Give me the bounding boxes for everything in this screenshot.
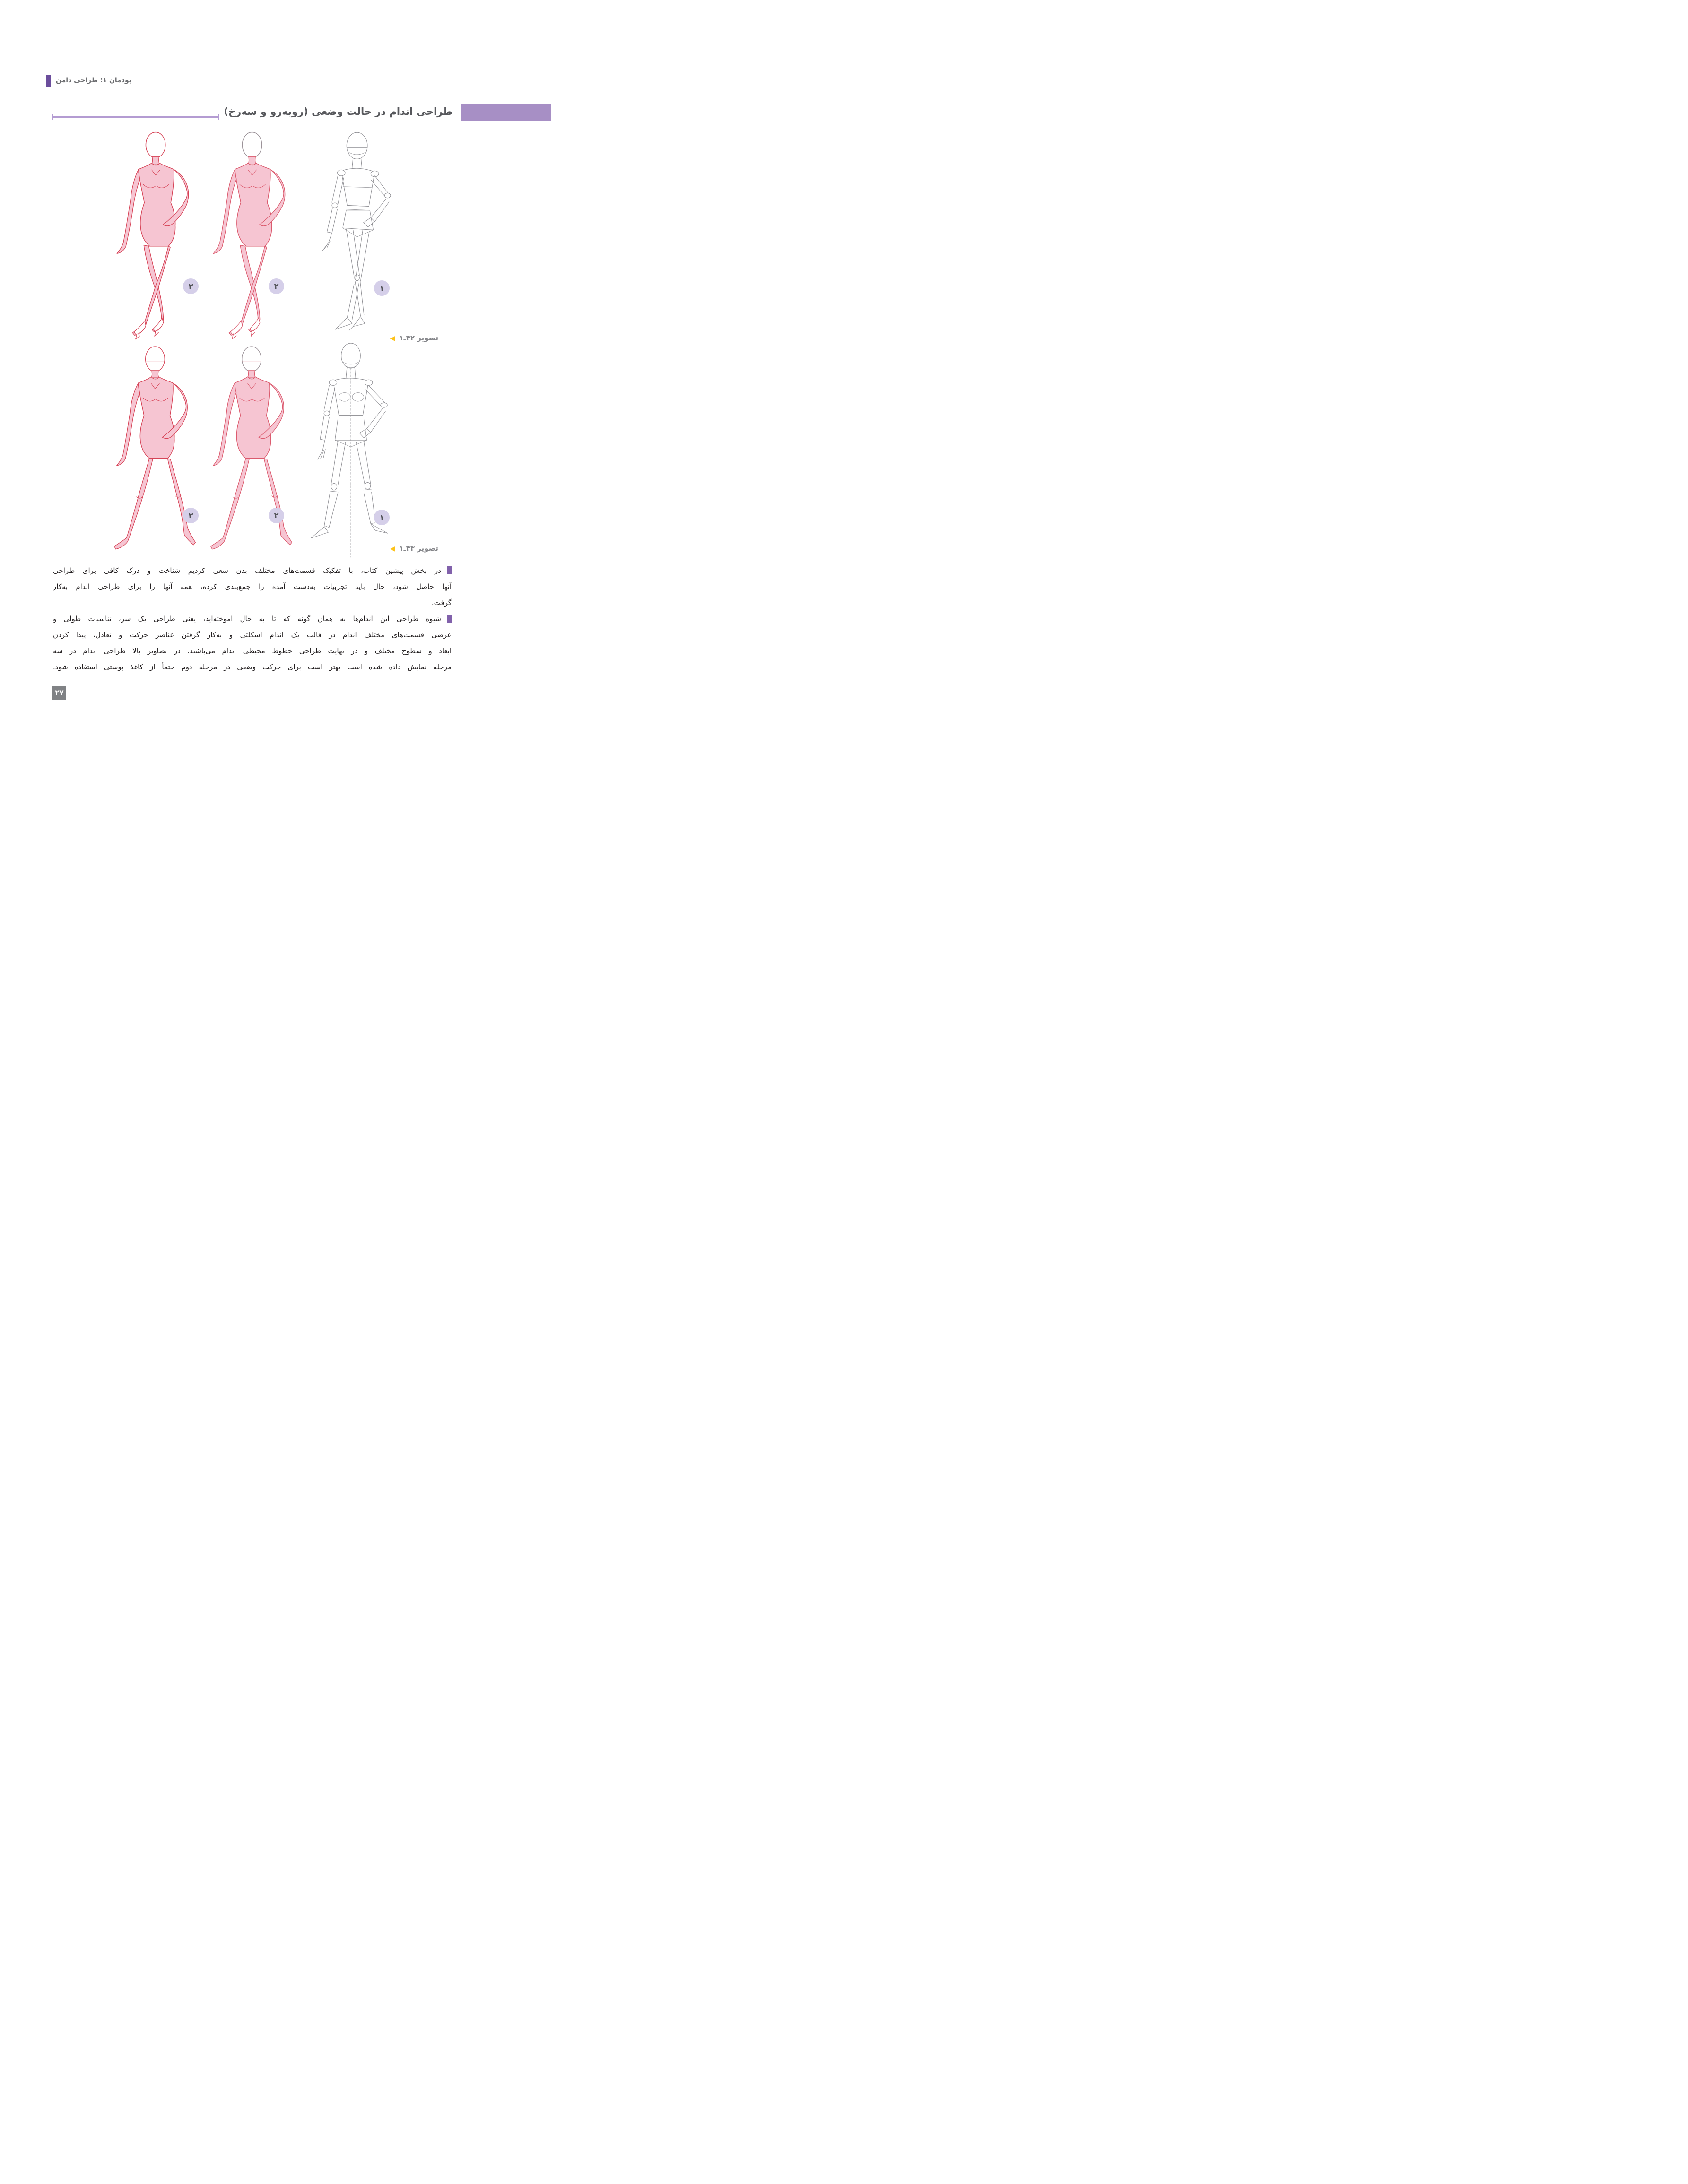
figure42-step1-skeleton <box>313 130 398 342</box>
title-accent-block <box>461 104 551 121</box>
figure-caption-text: تصویر ۴۲ـ۱ <box>399 334 438 342</box>
figure-caption-text: تصویر ۴۳ـ۱ <box>399 544 438 553</box>
caption-marker-icon: ◀ <box>390 545 395 553</box>
title-rule <box>52 116 219 118</box>
step-badge: ۲ <box>269 278 284 294</box>
figure43-step2-croquis <box>205 344 298 558</box>
body-text-line: در بخش پیشین کتاب، با تفکیک قسمت‌های مختلف بدن سعی کردیم شناخت و درک کافی برای طراحی <box>53 566 441 575</box>
step-badge: ۲ <box>269 508 284 523</box>
figure43-step3-croquis <box>109 344 201 558</box>
body-text-line: ابعاد و سطوح مختلف و در نهایت طراحی خطوط محیطی اندام می‌باشند. در تصاویر بالا طراحی اندام در سه <box>53 647 452 655</box>
figure42-step3-croquis <box>113 130 196 340</box>
step-badge: ۳ <box>183 278 199 294</box>
body-text-line: گرفت. <box>431 598 452 607</box>
caption-marker-icon: ◀ <box>390 335 395 342</box>
body-text-line: آنها حاصل شود، حال باید تجربیات به‌دست آمده را جمع‌بندی کرده، همه آنها را برای طراحی اندام به‌کار <box>53 582 452 591</box>
figure42-step2-croquis <box>209 130 292 340</box>
figure43-step1-skeleton <box>303 341 397 560</box>
module-label: پودمان ۱: طراحی دامن <box>56 77 132 84</box>
section-title: طراحی اندام در حالت وضعی (روبه‌رو و سه‌رخ) <box>224 106 452 117</box>
textbook-page <box>0 0 563 728</box>
body-text <box>53 563 452 675</box>
step-badge: ۱ <box>374 280 390 296</box>
body-text-line: مرحله نمایش داده شده است بهتر است برای حرکت وضعی در مرحله دوم حتماً از کاغذ پوستی استفاده شود. <box>53 663 452 671</box>
module-color-tab <box>46 75 51 87</box>
step-badge: ۳ <box>183 508 199 523</box>
body-text-line: عرضی قسمت‌های مختلف اندام در قالب یک اندام اسکلتی و به‌کار گرفتن عناصر حرکت و تعادل، پیدا کردن <box>53 631 452 639</box>
page-number-badge: ۲۷ <box>52 686 66 700</box>
body-text-line: شیوه طراحی این اندام‌ها به همان گونه که تا به حال آموخته‌اید، یعنی طراحی یک سر، تناسبات طولی و <box>53 615 441 623</box>
step-badge: ۱ <box>374 510 390 525</box>
figure-caption <box>390 544 438 553</box>
